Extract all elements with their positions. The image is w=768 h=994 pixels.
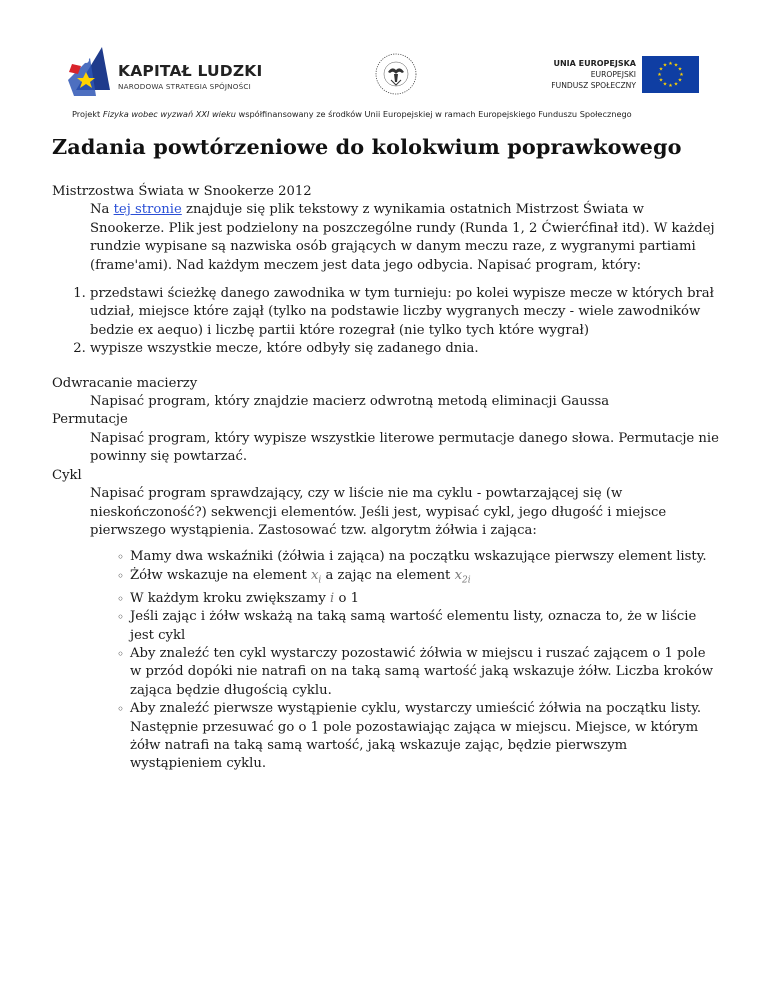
snooker-task-list bbox=[52, 285, 720, 359]
cycle-description: Napisać program sprawdzający, czy w liście nie ma cyklu - powtarzającej się (w nieskończoność?) sekwencji elementów. Jeśli jest, wypisać cykl, jego długość i miejsce pierwszego wystąpienia. Zastosować tzw. algorytm żółwia i zająca: bbox=[90, 486, 667, 538]
list-item: ◦ Jeśli zając i żółw wskażą na taką samą wartość elementu listy, oznacza to, że w liście jest cykl bbox=[130, 608, 720, 645]
list-item: ◦ Aby znaleźć pierwsze wystąpienie cyklu, wystarczy umieścić żółwia na początku listy. Następnie przesuwać go o 1 pole pozostawiając zająca w miejscu. Miejsce, w którym żółw natrafi na taką samą wartość, jaką wskazuje zając, będzie pierwszym wystąpieniem cyklu. bbox=[130, 700, 720, 774]
eu-flag-icon bbox=[642, 56, 699, 93]
list-item: ◦ Mamy dwa wskaźniki (żółwia i zająca) na początku wskazujące pierwszy element listy. bbox=[130, 548, 720, 566]
project-suffix: współfinansowany ze środków Unii Europejskiej w ramach Europejskiego Funduszu Społecznego bbox=[235, 109, 632, 119]
list-item: 1. przedstawi ścieżkę danego zawodnika w tym turnieju: po kolei wypisze mecze w których brał udział, miejsce które zajął (tylko na podstawie liczby wygranych meczy - wiele zawodników bedzie ex aequo) i liczbę partii które rozegrał (nie tylko tych które wygrał) bbox=[90, 285, 720, 340]
project-prefix: Projekt bbox=[72, 109, 103, 119]
content bbox=[52, 183, 720, 774]
svg-text:★: ★ bbox=[662, 62, 668, 69]
svg-text:★: ★ bbox=[662, 81, 668, 88]
math-x-i bbox=[310, 567, 322, 586]
matrix-description: Napisać program, który znajdzie macierz odwrotną metodą eliminacji Gaussa bbox=[90, 394, 610, 410]
cycle-term: Cykl bbox=[52, 467, 82, 483]
tasks-section bbox=[52, 375, 720, 541]
eu-line-2: EUROPEJSKI bbox=[590, 70, 636, 79]
eu-line-3: FUNDUSZ SPOŁECZNY bbox=[551, 81, 636, 90]
kapital-ludzki-logo-icon bbox=[66, 44, 116, 98]
university-seal-icon bbox=[374, 52, 418, 96]
eu-text bbox=[551, 58, 636, 91]
permutations-description: Napisać program, który wypisze wszystkie literowe permutacje danego słowa. Permutacje nie powinny się powtarzać. bbox=[90, 430, 719, 465]
snooker-description bbox=[90, 201, 720, 275]
svg-text:★: ★ bbox=[657, 72, 662, 78]
cycle-algorithm-list bbox=[90, 548, 720, 774]
list-item bbox=[130, 590, 720, 608]
math-base: x bbox=[310, 567, 319, 583]
eu-line-1: UNIA EUROPEJSKA bbox=[553, 59, 636, 68]
svg-text:★: ★ bbox=[677, 77, 683, 84]
kapital-ludzki-title: KAPITAŁ LUDZKI bbox=[118, 62, 263, 80]
list-item bbox=[130, 567, 720, 590]
svg-text:★: ★ bbox=[679, 72, 684, 78]
svg-text:★: ★ bbox=[668, 61, 673, 67]
math-i: i bbox=[330, 590, 335, 606]
svg-text:★: ★ bbox=[677, 66, 683, 73]
permutations-term: Permutacje bbox=[52, 412, 128, 428]
data-file-link[interactable]: tej stronie bbox=[113, 202, 182, 218]
math-sub: 2i bbox=[462, 575, 471, 586]
header-banner bbox=[0, 0, 768, 130]
svg-text:★: ★ bbox=[673, 62, 679, 69]
math-sub: i bbox=[318, 575, 322, 586]
list-item: 2. wypisze wszystkie mecze, które odbyły się zadanego dnia. bbox=[90, 340, 720, 358]
snooker-desc-before: Na bbox=[90, 202, 114, 218]
project-name: Fizyka wobec wyzwań XXI wieku bbox=[102, 109, 236, 119]
item-text: a zając na element bbox=[321, 567, 455, 583]
svg-text:★: ★ bbox=[668, 83, 673, 89]
snooker-section bbox=[52, 183, 720, 275]
math-x-2i bbox=[454, 567, 471, 586]
matrix-term: Odwracanie macierzy bbox=[52, 375, 198, 391]
item-text: o 1 bbox=[334, 590, 359, 606]
snooker-term: Mistrzostwa Świata w Snookerze 2012 bbox=[52, 184, 312, 199]
list-item: ◦ Aby znaleźć ten cykl wystarczy pozostawić żółwia w miejscu i ruszać zającem o 1 pole w przód dopóki nie natrafi on na taką samą wartość jaką wskazuje żółw. Liczba kroków zająca będzie długością cyklu. bbox=[130, 645, 720, 700]
svg-text:★: ★ bbox=[658, 77, 664, 84]
item-text: W każdym kroku zwiększamy bbox=[130, 590, 331, 606]
svg-text:★: ★ bbox=[673, 81, 679, 88]
project-funding-line bbox=[72, 109, 712, 119]
snooker-desc-after: znajduje się plik tekstowy z wynikamia ostatnich Mistrzost Świata w Snookerze. Plik jest podzielony na poszczególne rundy (Runda 1, 2 Ćwierćfinał itd). W każdej rundzie wypisane są nazwiska osób grających w danym meczu raze, z wygranymi partiami (frame'ami). Nad każdym meczem jest data jego odbycia. Napisać program, który: bbox=[90, 202, 715, 273]
item-text: Żółw wskazuje na element bbox=[130, 567, 311, 583]
svg-text:★: ★ bbox=[658, 66, 664, 73]
math-base: x bbox=[454, 567, 462, 583]
page-title: Zadania powtórzeniowe do kolokwium poprawkowego bbox=[52, 134, 682, 159]
kapital-ludzki-subtitle: NARODOWA STRATEGIA SPÓJNOŚCI bbox=[118, 82, 251, 91]
